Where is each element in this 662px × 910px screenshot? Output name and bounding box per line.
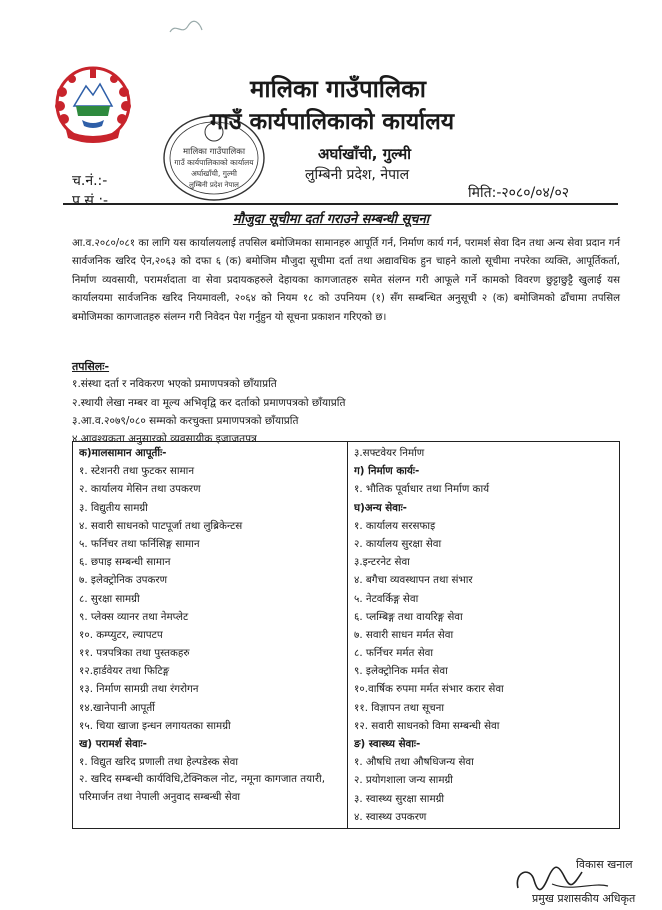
category-item: ४. सवारी साधनको पाटपूर्जा तथा लुब्रिकेन्टस: [79, 519, 243, 532]
category-item: ३.सफ्टवेयर निर्माण: [354, 447, 425, 459]
category-item: ८. फर्निचर मर्मत सेवा: [354, 647, 434, 660]
municipality-name: मालिका गाउँपालिका: [250, 75, 426, 103]
notice-body: आ.व.२०८०/०८१ का लागि यस कार्यालयलाई तपसिल बमोजिमका सामानहरु आपूर्ति गर्न, निर्माण कार्य गर्न, परामर्श सेवा दिन तथा अन्य सेवा प्रदान गर्न सार्वजनिक खरिद ऐन,२०६३ को दफा ६ (क) बमोजिम मौजुदा सूचीमा दर्ता तथा अद्यावधिक हुन चाहने कालो सूचीमा नपरेका व्यक्ति, आपूर्तिकर्ता, निर्माण व्यवसायी, परामर्शदाता वा सेवा प्रदायकहरुले देहायका कागजातहरु समेत संलग्न गरी आफूले गर्ने कामको विवरण छुट्टाछुट्टै खुलाई यस कार्यालयमा सार्वजनिक खरिद नियमावली, २०६४ को नियम १८ को उपनियम (१) सँग सम्बन्धित अनुसूची २ (क) बमोजिमको ढाँचामा तपसिल बमोजिमका कागजातहरु संलग्न गरी निवेदन पेश गर्नुहुन यो सूचना प्रकाशन गरिएको छ।: [72, 238, 620, 323]
category-item: ५. नेटवर्किङ्ग सेवा: [354, 592, 419, 605]
category-item: १२.हार्डवेयर तथा फिटिङ्ग: [79, 665, 170, 678]
procurement-category-table: [72, 441, 620, 829]
stamp-line-4: लुम्बिनी प्रदेश नेपाल: [189, 181, 239, 189]
goods-consulting-column: [73, 442, 348, 829]
works-services-column: [348, 442, 620, 829]
category-item: १४.खानेपानी आपूर्ती: [79, 701, 155, 714]
category-item: २. प्रयोगशाला जन्य सामग्री: [354, 774, 453, 787]
category-item: ७. इलेक्ट्रोनिक उपकरण: [79, 574, 168, 587]
requirement-item: ३.आ.व.२०७९/०८० सम्मको करचुक्ता प्रमाणपत्रको छाँयाप्रति: [72, 415, 299, 427]
category-heading: ग) निर्माण कार्यः-: [354, 465, 420, 478]
stamp-line-3: अर्घाखाँची, गुल्मी: [191, 169, 237, 178]
category-item: ७. सवारी साधन मर्मत सेवा: [354, 628, 454, 641]
stamp-line-2: गाउँ कार्यपालिकाको कार्यालय: [174, 158, 254, 167]
pen-scribble-mark: [166, 18, 206, 38]
category-item: ४. बगैचा व्यवस्थापन तथा संभार: [354, 574, 473, 587]
category-item: १. कार्यालय सरसफाइ: [354, 519, 436, 532]
category-heading: ङ) स्वास्थ्य सेवाः-: [354, 738, 421, 750]
stamp-line-1: मालिका गाउँपालिका: [182, 147, 246, 157]
category-item: २. कार्यालय मेसिन तथा उपकरण: [79, 483, 201, 496]
cha-no-label: च.नं.:-: [72, 173, 108, 189]
province-line: लुम्बिनी प्रदेश, नेपाल: [305, 167, 410, 183]
tapsil-heading: तपसिलः-: [72, 360, 110, 373]
category-item: १२. सवारी साधनको विमा सम्बन्धी सेवा: [354, 719, 500, 732]
category-item: ६. प्लम्बिङ्ग तथा वायरिङ्ग सेवा: [354, 610, 463, 623]
category-item: ११. पत्रपत्रिका तथा पुस्तकहरु: [79, 647, 190, 660]
category-heading: घ)अन्य सेवाः-: [354, 501, 407, 514]
category-item: ५. फर्निचर तथा फर्निसिङ्ग सामान: [79, 537, 200, 550]
category-item: ११. विज्ञापन तथा सूचना: [354, 701, 445, 714]
date-label: मिति:-२०८०/०४/०२: [468, 185, 570, 201]
nepal-emblem-logo: [52, 62, 134, 148]
category-item: ३. विद्युतीय सामग्री: [79, 501, 148, 514]
category-item: ३.इन्टरनेट सेवा: [354, 556, 410, 569]
requirement-item: १.संस्था दर्ता र नविकरण भएको प्रमाणपत्रको छाँयाप्रति: [72, 378, 277, 390]
category-item: ९. प्लेक्स व्यानर तथा नेमप्लेट: [79, 610, 189, 623]
category-item: ४. स्वास्थ्य उपकरण: [354, 810, 427, 823]
category-item: २. खरिद सम्बन्धी कार्यविधि,टेक्निकल नोट, नमूना कागजात तयारी, परिमार्जन तथा नेपाली अनुवाद सम्बन्धी सेवा: [79, 773, 325, 803]
category-item: १. भौतिक पूर्वाधार तथा निर्माण कार्य: [354, 483, 490, 496]
signatory-title: प्रमुख प्रशासकीय अधिकृत: [532, 892, 636, 905]
category-heading: ख) परामर्श सेवाः-: [79, 738, 147, 750]
category-item: २. कार्यालय सुरक्षा सेवा: [354, 537, 442, 550]
category-item: १०. कम्प्युटर, ल्यापटप: [79, 628, 163, 641]
category-item: ८. सुरक्षा सामग्री: [79, 592, 140, 605]
category-item: १. औषधि तथा औषधिजन्य सेवा: [354, 756, 474, 769]
signatory-name: विकास खनाल: [576, 858, 633, 871]
category-heading: क)मालसामान आपूर्तीः-: [79, 447, 167, 459]
category-item: १. स्टेशनरी तथा फुटकर सामान: [79, 465, 195, 478]
category-item: १३. निर्माण सामग्री तथा रंगरोगन: [79, 683, 199, 696]
office-name: गाउँ कार्यपालिकाको कार्यालय: [210, 109, 455, 135]
notice-title: मौजुदा सूचीमा दर्ता गराउने सम्बन्धी सूचना: [232, 212, 430, 227]
category-item: ९. इलेक्ट्रोनिक मर्मत सेवा: [354, 665, 448, 678]
header-divider: [63, 203, 618, 205]
requirement-item: २.स्थायी लेखा नम्बर वा मूल्य अभिवृद्वि कर दर्ताको प्रमाणपत्रको छाँयाप्रति: [72, 397, 346, 409]
category-item: ६. छपाइ सम्बन्धी सामान: [79, 556, 171, 569]
category-item: ३. स्वास्थ्य सुरक्षा सामग्री: [354, 792, 445, 805]
category-item: १. विद्युत खरिद प्रणाली तथा हेल्पडेस्क सेवा: [79, 756, 239, 769]
signature-stamp: [512, 842, 662, 910]
category-item: १५. चिया खाजा इन्धन लगायतका सामग्री: [79, 719, 231, 732]
category-item: १०.वार्षिक रुपमा मर्मत संभार करार सेवा: [354, 683, 504, 696]
district-line: अर्घाखाँची, गुल्मी: [318, 145, 412, 163]
pa-sa-label: प.सं.:-: [72, 193, 109, 209]
requirement-item: ४.आवश्यकता अनुसारको व्यवसायीक इजाजतपत्र: [72, 433, 257, 445]
